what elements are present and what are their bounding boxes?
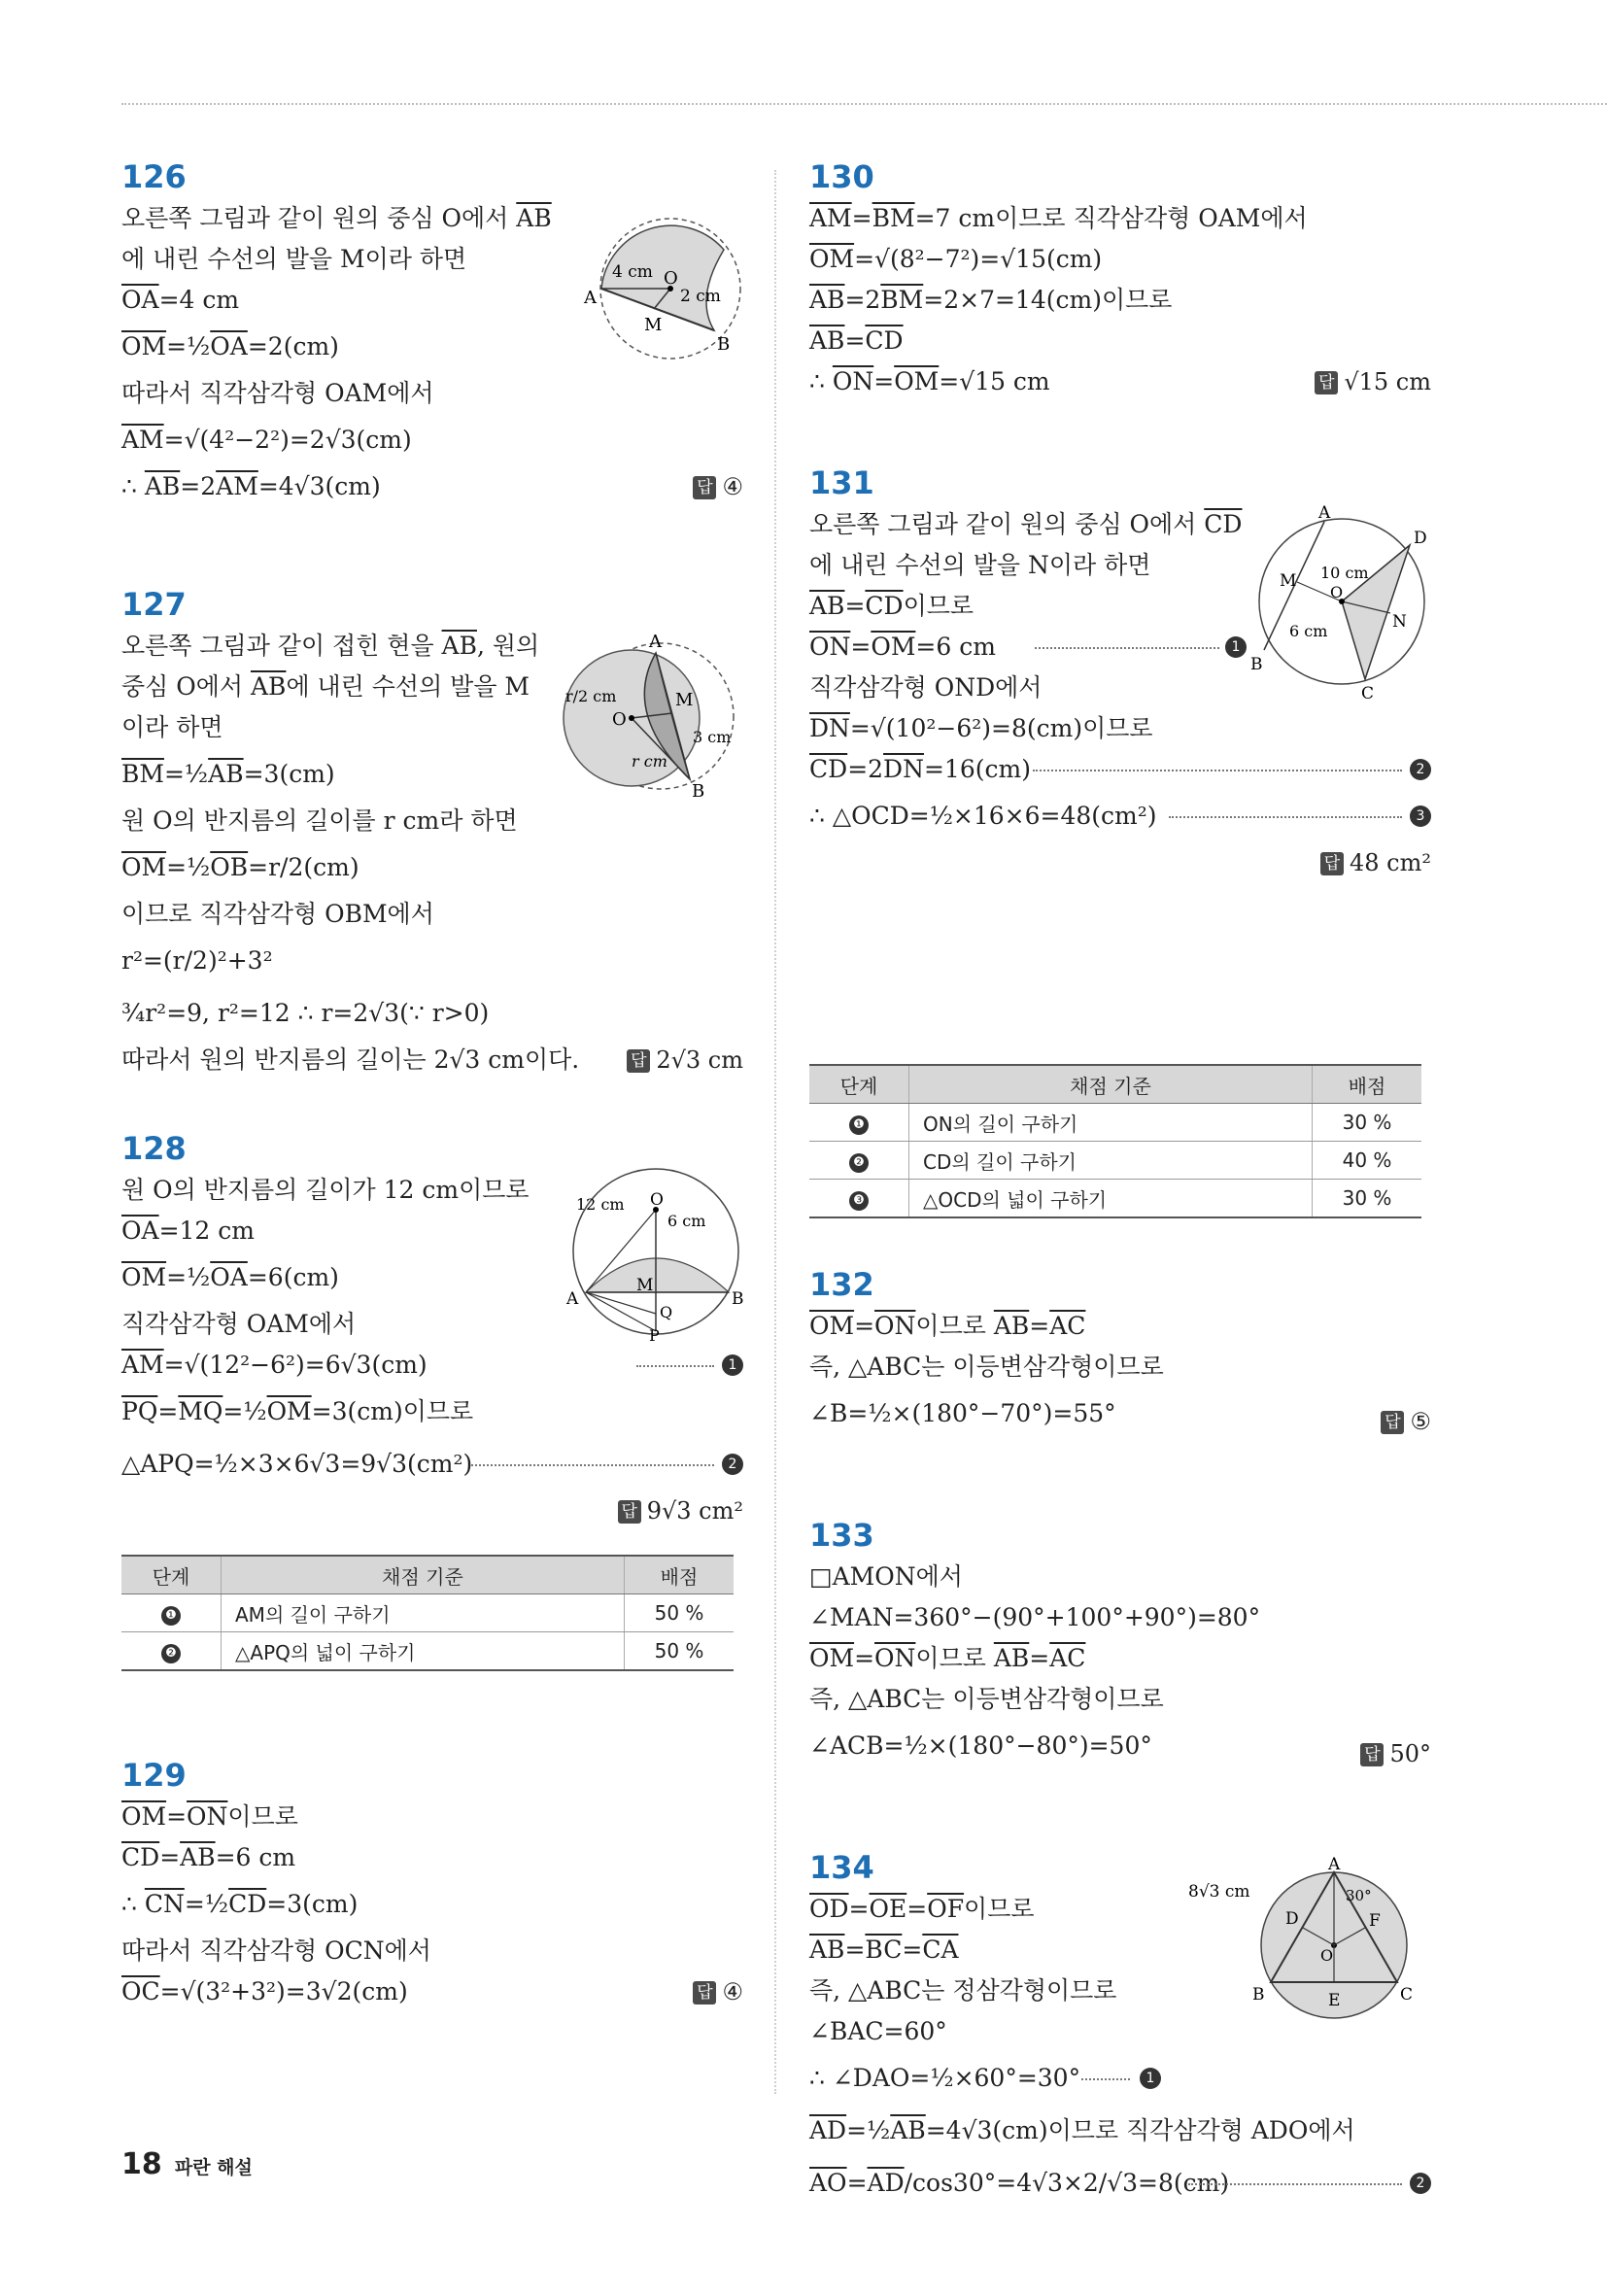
- svg-text:10 cm: 10 cm: [1320, 564, 1369, 582]
- text-line: 오른쪽 그림과 같이 원의 중심 O에서 $\overline{AB}$: [121, 204, 552, 232]
- svg-text:M: M: [675, 690, 694, 710]
- text-line: $\overline{OD}=\overline{OE}=\overline{OF}$이므로: [809, 1895, 1035, 1923]
- answer: 답 √15 cm: [1315, 361, 1431, 402]
- text-line: □AMON에서: [809, 1562, 963, 1591]
- text-line: 에 내린 수선의 발을 N이라 하면: [809, 551, 1151, 579]
- text-line: ∠B=½×(180°−70°)=55° 답 ⑤: [809, 1388, 1431, 1440]
- text-line: 중심 O에서 $\overline{AB}$에 내린 수선의 발을 M: [121, 672, 530, 701]
- text-line: 오른쪽 그림과 같이 원의 중심 O에서 $\overline{CD}$: [809, 510, 1243, 538]
- text-line: $\overline{OM}=√(8^2-7^2)=√15(cm)$: [809, 245, 1103, 273]
- text-line: 즉, △ABC는 이등변삼각형이므로: [809, 1685, 1164, 1713]
- problem-134: [809, 1846, 1431, 2210]
- figure-126: [578, 206, 743, 376]
- text-line: $\overline{AD}=\frac{1}{2}\overline{AB}=4√3(cm)$이므로 직각삼각형 ADO에서: [809, 2116, 1355, 2144]
- svg-text:C: C: [1400, 1985, 1414, 2005]
- svg-text:O: O: [650, 1190, 664, 1210]
- text-line: 직각삼각형 OAM에서: [121, 1310, 357, 1338]
- svg-text:Q: Q: [660, 1303, 673, 1321]
- svg-text:M: M: [644, 315, 663, 335]
- answer: 답 ⑤: [1381, 1395, 1431, 1448]
- text-line: $\overline{AB}=\overline{CD}$이므로: [809, 592, 974, 620]
- text-line: $\overline{AB}=\overline{BC}=\overline{CA}$: [809, 1936, 959, 1964]
- answer: 답 48 cm²: [1320, 842, 1431, 883]
- svg-text:r cm: r cm: [632, 752, 667, 771]
- text-line: $\overline{AB}=2\overline{BM}=2\times 7=14(cm)$이므로: [809, 286, 1173, 314]
- text-line: 원 O의 반지름의 길이가 12 cm이므로: [121, 1176, 530, 1204]
- problem-127: [121, 583, 743, 1080]
- text-line: $\overline{AM}=√(4^2-2^2)=2√3(cm)$: [121, 426, 412, 454]
- svg-text:A: A: [1318, 503, 1331, 523]
- text-line: $\overline{BM}=\frac{1}{2}\overline{AB}=3(cm)$: [121, 760, 335, 788]
- text-line: $\overline{OM}=\frac{1}{2}\overline{OB}=r/2(cm)$: [121, 853, 359, 881]
- svg-text:12 cm: 12 cm: [576, 1195, 625, 1214]
- answer-line: [121, 1491, 743, 1531]
- text-line: $\overline{CD}=\overline{AB}=6$ cm: [121, 1843, 296, 1871]
- book-title: 파란 해설: [174, 2157, 253, 2178]
- problem-number: 128: [121, 1130, 187, 1167]
- top-divider: [121, 103, 1607, 105]
- table-row: ❶ ON의 길이 구하기 30 %: [809, 1104, 1421, 1142]
- text-line: $\overline{OM}=\overline{ON}$이므로 $\overline{AB}=\overline{AC}$: [809, 1644, 1086, 1672]
- text-line: 따라서 직각삼각형 OAM에서: [121, 379, 434, 407]
- figure-131: [1247, 503, 1431, 703]
- answer: 답 ④: [693, 1971, 743, 2012]
- svg-text:O: O: [1330, 583, 1344, 601]
- text-line: $\overline{OA}=4$ cm: [121, 286, 240, 314]
- text-line: 즉, △ABC는 정삼각형이므로: [809, 1976, 1117, 2005]
- problem-130: [809, 155, 1431, 402]
- svg-text:A: A: [566, 1289, 579, 1309]
- svg-text:2 cm: 2 cm: [680, 287, 721, 306]
- text-line: 원 O의 반지름의 길이를 r cm라 하면: [121, 806, 518, 835]
- table-row: ❶ AM의 길이 구하기 50 %: [121, 1594, 734, 1632]
- text-line: ∠MAN=360°−(90°+100°+90°)=80°: [809, 1603, 1261, 1631]
- text-line: 직각삼각형 OND에서: [809, 673, 1043, 702]
- svg-text:O: O: [664, 268, 678, 289]
- text-line: 오른쪽 그림과 같이 접힌 현을 $\overline{AB}$, 원의: [121, 632, 540, 660]
- text-line: $\overline{AB}=\overline{CD}$: [809, 326, 904, 355]
- problem-number: 129: [121, 1757, 187, 1794]
- text-line: $\overline{CD}=2\overline{DN}=16(cm)$ 2: [809, 749, 1431, 790]
- svg-text:6 cm: 6 cm: [1289, 622, 1328, 640]
- step-1-marker: 1: [1225, 636, 1247, 658]
- problem-number: 126: [121, 158, 187, 195]
- svg-text:E: E: [1328, 1991, 1341, 2010]
- answer: 답 ④: [693, 466, 743, 507]
- svg-text:P: P: [649, 1326, 660, 1345]
- problem-number: 127: [121, 586, 187, 623]
- svg-text:D: D: [1285, 1909, 1299, 1929]
- problem-number: 134: [809, 1849, 874, 1886]
- answer-tag: 답: [693, 476, 716, 499]
- svg-text:D: D: [1414, 529, 1427, 548]
- text-line: $\overline{AO}=\overline{AD}/\cos 30^\circ=4√3\times 2/√3=8(cm)$ 2: [809, 2157, 1431, 2210]
- text-line: 따라서 원의 반지름의 길이는 2√3 cm이다. 답 2√3 cm: [121, 1040, 743, 1080]
- text-line: 에 내린 수선의 발을 M이라 하면: [121, 245, 467, 273]
- scoring-table-128: 단계 채점 기준 배점 ❶ AM의 길이 구하기 50 % ❷ △APQ의 넓이 구하기 50 %: [121, 1555, 734, 1671]
- text-line: ∴ ∠DAO=½×60°=30° 1: [809, 2052, 1431, 2105]
- step-3-marker: 3: [1410, 805, 1431, 827]
- text-line: ∴ $\overline{ON}=\overline{OM}=√15$ cm 답 √15 cm: [809, 361, 1431, 402]
- text-line: $\overline{AM}=√(12^2-6^2)=6√3(cm)$ 1: [121, 1345, 743, 1386]
- page-footer: [121, 2147, 253, 2181]
- problem-number: 132: [809, 1266, 874, 1303]
- answer: 답 2√3 cm: [627, 1040, 743, 1080]
- text-line: 따라서 직각삼각형 OCN에서: [121, 1936, 431, 1965]
- text-line: △APQ=½×3×6√3=9√3(cm²) 2: [121, 1438, 743, 1491]
- svg-text:8√3 cm: 8√3 cm: [1188, 1882, 1250, 1902]
- svg-text:B: B: [1252, 1985, 1265, 2005]
- svg-text:3 cm: 3 cm: [693, 728, 732, 746]
- svg-text:B: B: [732, 1289, 744, 1309]
- svg-text:M: M: [1280, 571, 1297, 591]
- svg-text:A: A: [1328, 1855, 1341, 1874]
- text-line: $\overline{ON}=\overline{OM}=6$ cm 1: [809, 627, 1431, 668]
- text-line: 즉, △ABC는 이등변삼각형이므로: [809, 1353, 1164, 1381]
- page-number: 18: [121, 2147, 162, 2181]
- text-line: $\overline{DN}=√(10^2-6^2)=8(cm)$이므로: [809, 714, 1153, 742]
- scoring-table-131: 단계 채점 기준 배점 ❶ ON의 길이 구하기 30 % ❷ CD의 길이 구하기 40 % ❸ △OCD의 넓이 구하기 30 %: [809, 1064, 1421, 1218]
- problem-133: [809, 1514, 1431, 1772]
- text-line: ∠ACB=½×(180°−80°)=50° 답 50°: [809, 1720, 1431, 1772]
- svg-text:M: M: [636, 1276, 654, 1295]
- table-row: ❷ △APQ의 넓이 구하기 50 %: [121, 1632, 734, 1671]
- text-line: $\overline{OC}=√(3^2+3^2)=3√2(cm)$ 답 ④: [121, 1971, 743, 2012]
- text-line: $\overline{OM}=\overline{ON}$이므로: [121, 1802, 298, 1831]
- text-line: $\overline{PQ}=\overline{MQ}=\frac{1}{2}\overline{OM}=3(cm)$이므로: [121, 1397, 474, 1425]
- svg-text:B: B: [717, 334, 731, 355]
- svg-text:30°: 30°: [1346, 1887, 1372, 1904]
- svg-text:6 cm: 6 cm: [667, 1212, 706, 1230]
- answer: 답 50°: [1360, 1728, 1431, 1780]
- step-2-marker: 2: [1410, 759, 1431, 780]
- figure-127: [564, 626, 743, 801]
- problem-128: [121, 1127, 744, 1664]
- text-line: ∴ $\overline{AB}=2\overline{AM}=4√3(cm)$ 답 ④: [121, 466, 743, 507]
- step-2-marker: 2: [1410, 2173, 1431, 2194]
- text-line: ∴ $\overline{CN}=\frac{1}{2}\overline{CD}=3(cm)$: [121, 1890, 359, 1918]
- problem-number: 133: [809, 1517, 874, 1554]
- text-line: ¾r²=9, r²=12 ∴ r=2√3(∵ r>0): [121, 999, 490, 1027]
- svg-text:4 cm: 4 cm: [612, 262, 653, 282]
- svg-text:A: A: [649, 632, 662, 652]
- step-2-marker: 2: [722, 1454, 743, 1475]
- column-divider: [774, 170, 776, 2094]
- svg-text:r/2 cm: r/2 cm: [565, 687, 617, 705]
- text-line: 이라 하면: [121, 713, 223, 741]
- text-line: ∠BAC=60°: [809, 2017, 947, 2045]
- text-line: ∴ △OCD=½×16×6=48(cm²) 3: [809, 790, 1431, 842]
- problem-132: [809, 1263, 1431, 1440]
- svg-text:C: C: [1361, 684, 1375, 703]
- text-line: $\overline{AM}=\overline{BM}=7$ cm이므로 직각삼각형 OAM에서: [809, 204, 1308, 232]
- text-line: $\overline{OM}=\frac{1}{2}\overline{OA}=2(cm)$: [121, 332, 339, 360]
- text-line: $\overline{OM}=\overline{ON}$이므로 $\overline{AB}=\overline{AC}$: [809, 1312, 1086, 1340]
- answer: 답 9√3 cm²: [618, 1491, 743, 1531]
- svg-text:N: N: [1392, 612, 1407, 632]
- problem-129: [121, 1754, 743, 2012]
- problem-number: 131: [809, 464, 874, 501]
- problem-131: [809, 462, 1431, 1212]
- step-1-marker: 1: [1140, 2068, 1161, 2089]
- svg-text:F: F: [1369, 1911, 1381, 1931]
- svg-text:A: A: [584, 288, 597, 308]
- text-line: $\overline{OA}=12$ cm: [121, 1217, 255, 1245]
- svg-text:B: B: [692, 781, 705, 802]
- text-line: r²=(r/2)²+3²: [121, 946, 273, 975]
- text-line: $\overline{OM}=\frac{1}{2}\overline{OA}=6(cm)$: [121, 1263, 339, 1291]
- step-1-marker: 1: [722, 1354, 743, 1376]
- answer-line: [809, 842, 1431, 883]
- figure-134: [1188, 1855, 1431, 2023]
- svg-text:B: B: [1250, 655, 1263, 674]
- text-line: 이므로 직각삼각형 OBM에서: [121, 900, 434, 928]
- problem-126: [121, 155, 743, 507]
- table-row: ❸ △OCD의 넓이 구하기 30 %: [809, 1180, 1421, 1218]
- figure-128: [559, 1166, 744, 1345]
- svg-text:O: O: [1320, 1946, 1334, 1965]
- table-row: ❷ CD의 길이 구하기 40 %: [809, 1142, 1421, 1180]
- svg-text:O: O: [612, 709, 627, 730]
- problem-number: 130: [809, 158, 874, 195]
